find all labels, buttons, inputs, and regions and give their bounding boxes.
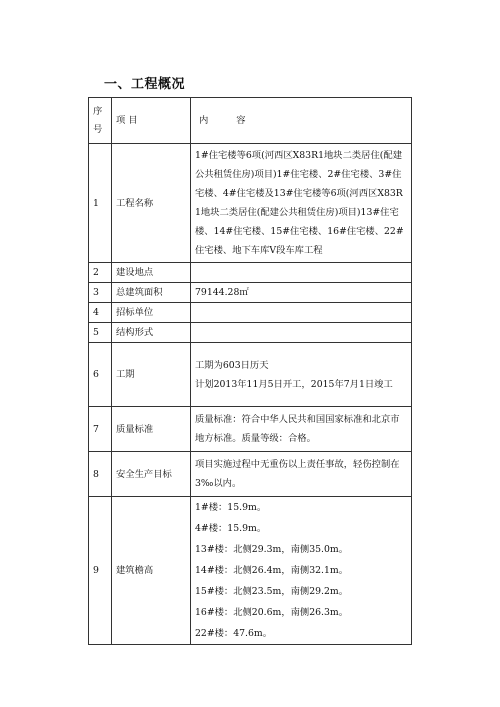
row-content-line: 22#楼：47.6m。 [195,628,273,639]
row-content-line: 14#楼：北侧26.4m，南侧32.1m。 [195,565,349,576]
row-item: 安全生产目标 [112,452,191,497]
row-content-line: 13#楼：北侧29.3m，南侧35.0m。 [195,544,349,555]
header-no-line1: 序 [93,105,103,117]
row-content-line: 计划2013年11月5日开工，2015年7月1日竣工 [195,378,393,390]
row-item: 工程名称 [112,144,191,263]
project-overview-table [88,97,412,645]
row-item: 结构形式 [112,323,191,343]
table-row [89,497,412,645]
header-no [89,98,112,144]
header-no-line2: 号 [93,123,103,135]
row-content-text: 项目实施过程中无重伤以上责任事故，轻伤控制在3‰以内。 [195,459,400,489]
row-no: 1 [89,144,112,263]
row-content: 79144.28㎡ [191,283,412,303]
row-no: 4 [89,303,112,323]
row-item: 招标单位 [112,303,191,323]
row-content [191,497,412,645]
row-content [191,452,412,497]
header-item: 项 目 [112,98,191,144]
row-content [191,144,412,263]
table-row [89,343,412,407]
row-content [191,343,412,407]
row-no: 2 [89,263,112,283]
table-row [89,283,412,303]
row-content [191,323,412,343]
table-row [89,303,412,323]
row-content [191,407,412,452]
row-content [191,263,412,283]
row-no: 3 [89,283,112,303]
row-content-line: 工期为603日历天 [195,359,269,371]
row-no: 6 [89,343,112,407]
row-item: 建设地点 [112,263,191,283]
row-content-text: 1#住宅楼等6项(河西区X83R1地块二类居住(配建公共租赁住房)项目)1#住宅楼、2#住宅楼、3#住宅楼、4#住宅楼及13#住宅楼等6项(河西区X83R1地块二类居住(配建公共租赁住房)项目)13#住宅楼、14#住宅楼、15#住宅楼、16#住宅楼、22#住宅楼、地下车库V段车库工程 [195,150,404,256]
row-item: 建筑檐高 [112,497,191,645]
header-content: 内 容 [191,98,412,144]
row-content-line: 1#楼：15.9m。 [195,502,267,513]
row-no: 9 [89,497,112,645]
table-header-row [89,98,412,144]
row-content-line: 15#楼：北侧23.5m，南侧29.2m。 [195,586,349,597]
row-item: 总建筑面积 [112,283,191,303]
row-no: 5 [89,323,112,343]
section-title: 一、工程概况 [104,77,186,92]
table-row [89,144,412,263]
row-content [191,303,412,323]
table-row [89,263,412,283]
table-row [89,323,412,343]
table-row [89,452,412,497]
row-item: 工期 [112,343,191,407]
row-item: 质量标准 [112,407,191,452]
row-content-line: 16#楼：北侧20.6m，南侧26.3m。 [195,607,349,618]
row-no: 8 [89,452,112,497]
row-content-line: 4#楼：15.9m。 [195,523,267,534]
row-no: 7 [89,407,112,452]
table-row [89,407,412,452]
row-content-text: 质量标准：符合中华人民共和国国家标准和北京市地方标准。质量等级：合格。 [195,414,400,444]
